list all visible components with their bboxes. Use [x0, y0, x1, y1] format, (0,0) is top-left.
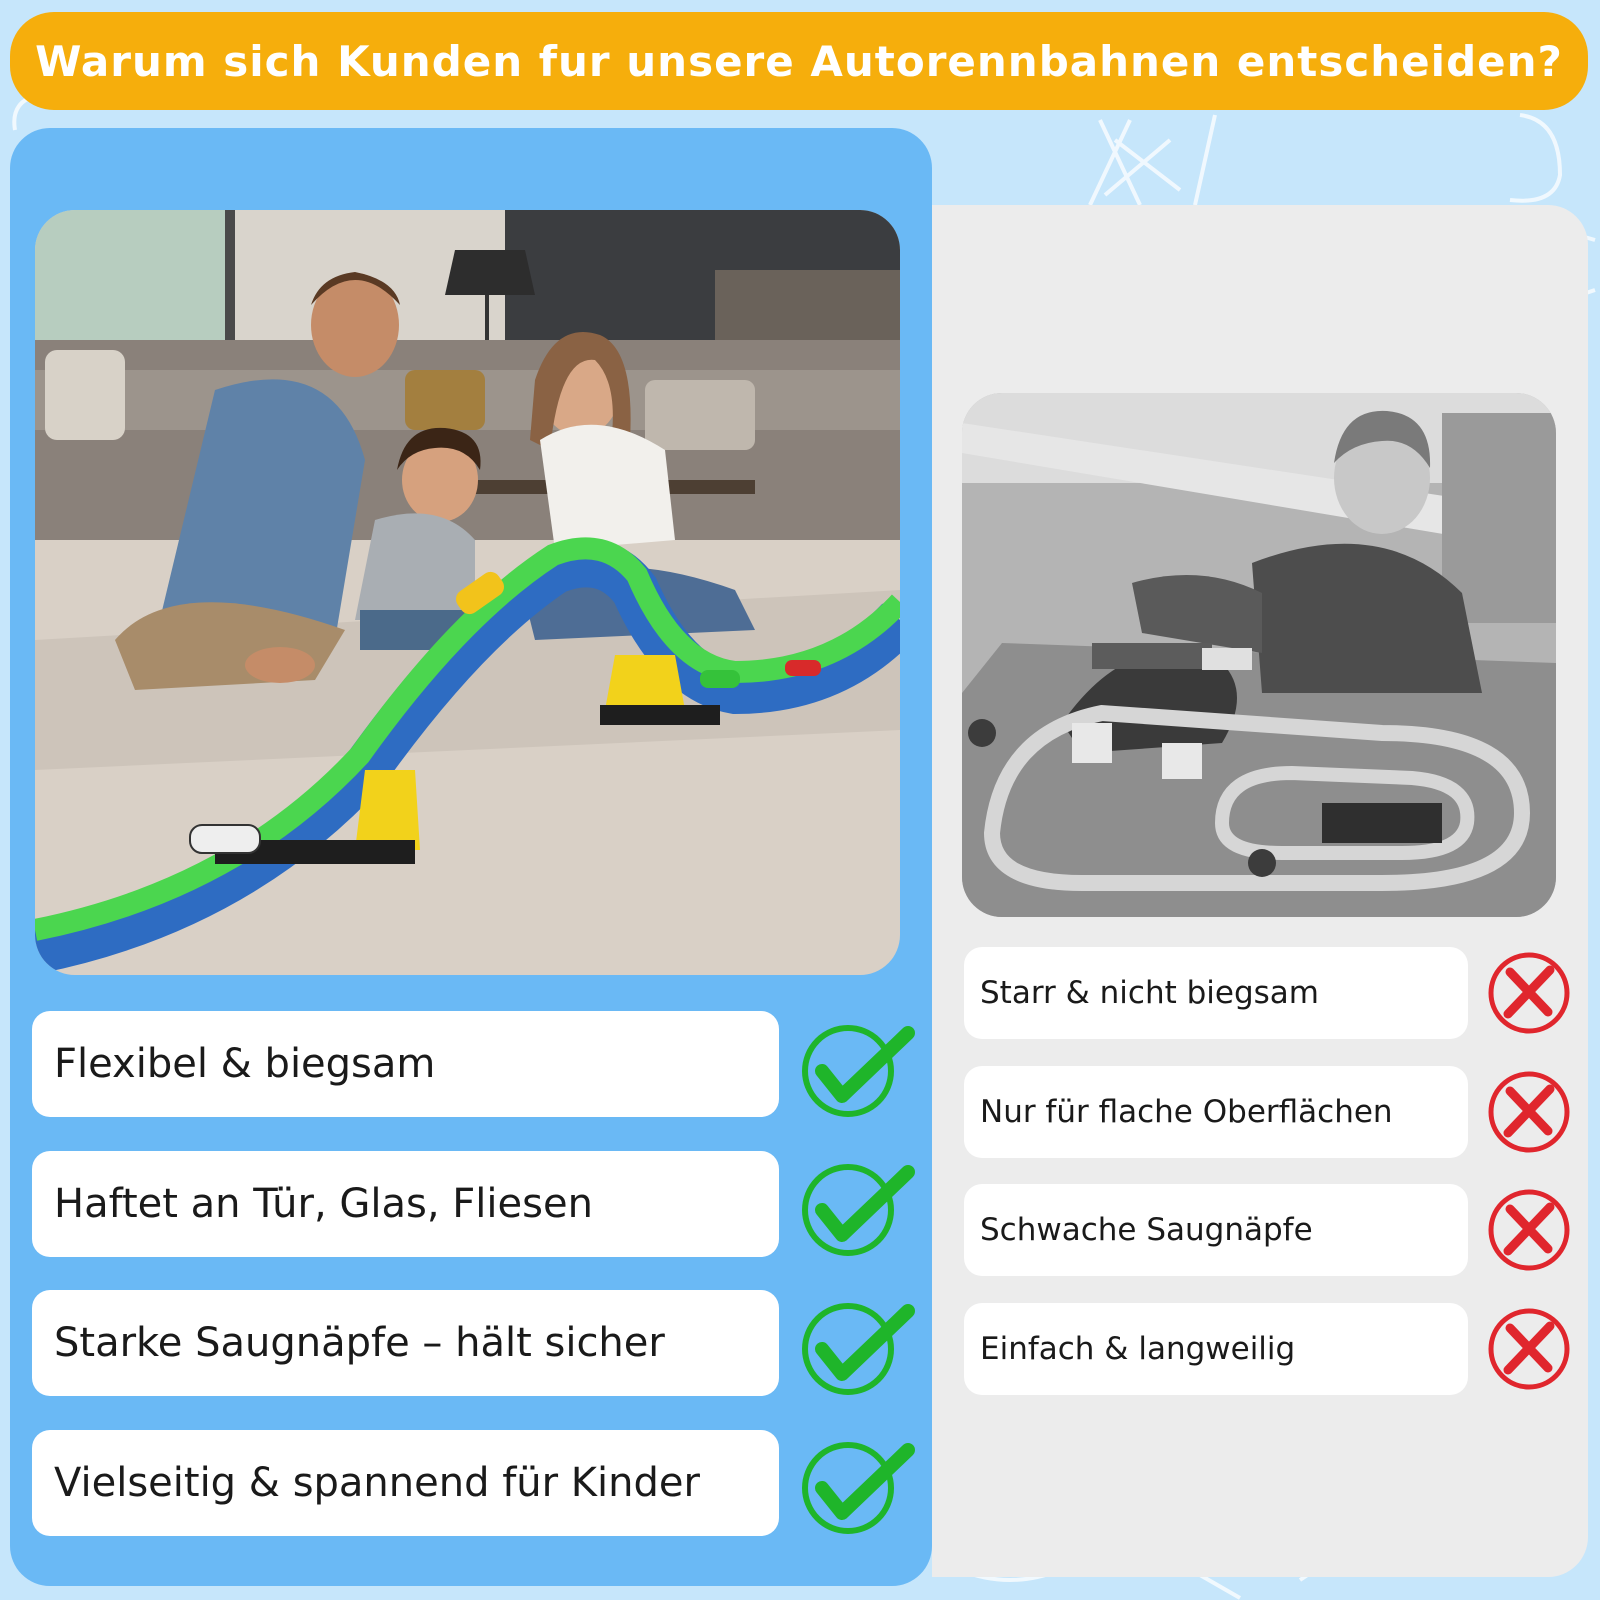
con-item-2 [964, 1066, 1468, 1158]
pro-item-2 [32, 1151, 779, 1257]
con-item-3 [964, 1184, 1468, 1276]
pro-item-label: Starke Saugnäpfe – hält sicher [54, 1320, 665, 1366]
check-circle-icon [800, 1021, 916, 1121]
family-race-track-photo [35, 210, 900, 975]
con-item-1 [964, 947, 1468, 1039]
con-item-4 [964, 1303, 1468, 1395]
con-item-label: Starr & nicht biegsam [980, 975, 1320, 1011]
x-circle-icon [1486, 1187, 1572, 1273]
pro-item-1 [32, 1011, 779, 1117]
pro-item-label: Vielseitig & spannend für Kinder [54, 1460, 700, 1506]
con-item-label: Schwache Saugnäpfe [980, 1212, 1313, 1248]
pro-item-3 [32, 1290, 779, 1396]
title-banner [10, 12, 1588, 110]
page-title: Warum sich Kunden fur unsere Autorennbahnen entscheiden? [35, 36, 1563, 86]
check-circle-icon [800, 1160, 916, 1260]
con-item-label: Nur für flache Oberflächen [980, 1094, 1393, 1130]
x-circle-icon [1486, 1306, 1572, 1392]
pro-item-label: Haftet an Tür, Glas, Fliesen [54, 1181, 593, 1227]
x-circle-icon [1486, 950, 1572, 1036]
pro-item-label: Flexibel & biegsam [54, 1041, 436, 1087]
check-circle-icon [800, 1438, 916, 1538]
check-circle-icon [800, 1299, 916, 1399]
con-item-label: Einfach & langweilig [980, 1331, 1296, 1367]
wooden-train-set-photo [962, 393, 1556, 917]
x-circle-icon [1486, 1069, 1572, 1155]
pro-item-4 [32, 1430, 779, 1536]
